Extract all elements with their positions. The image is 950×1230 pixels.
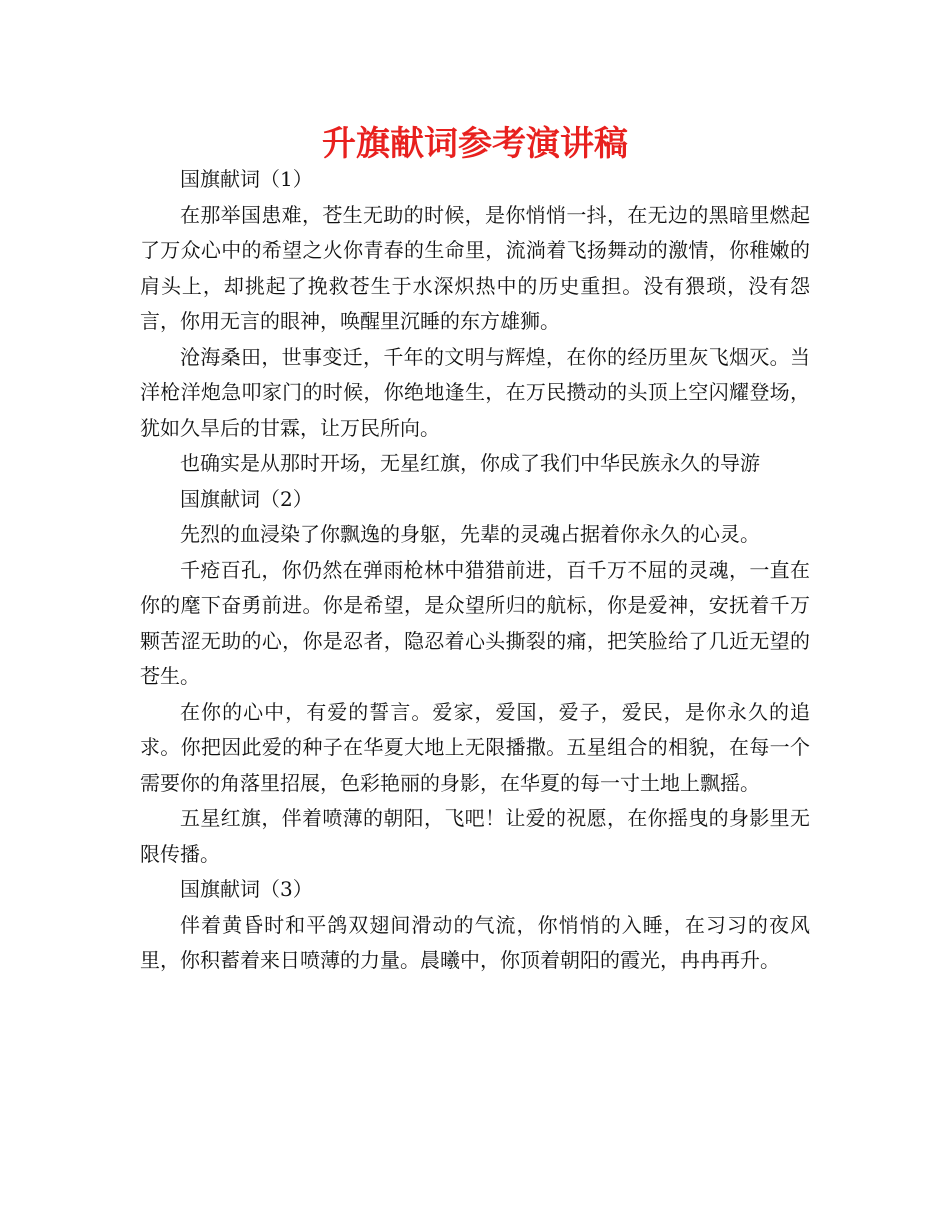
paragraph: 千疮百孔，你仍然在弹雨枪林中猎猎前进，百千万不屈的灵魂，一直在你的麾下奋勇前进。你是希望，是众望所归的航标，你是爱神，安抚着千万颗苦涩无助的心，你是忍者，隐忍着心头撕裂的痛，把笑脸给了几近无望的苍生。: [140, 557, 810, 688]
section-heading: 国旗献词（2）: [180, 486, 313, 511]
paragraph: 五星红旗，伴着喷薄的朝阳，飞吧！让爱的祝愿，在你摇曳的身影里无限传播。: [140, 806, 810, 866]
document-body: [140, 162, 810, 979]
paragraph: 沧海桑田，世事变迁，千年的文明与辉煌，在你的经历里灰飞烟灭。当洋枪洋炮急叩家门的时候，你绝地逢生，在万民攒动的头顶上空闪耀登场，犹如久旱后的甘霖，让万民所向。: [140, 344, 810, 440]
paragraph: 在你的心中，有爱的誓言。爱家，爱国，爱子，爱民，是你永久的追求。你把因此爱的种子在华夏大地上无限播撒。五星组合的相貌，在每一个需要你的角落里招展，色彩艳丽的身影，在华夏的每一寸土地上飘摇。: [140, 699, 810, 795]
paragraph: 也确实是从那时开场，无星红旗，你成了我们中华民族永久的导游: [180, 451, 760, 475]
section-heading: 国旗献词（3）: [180, 877, 313, 901]
section-heading: 国旗献词（1）: [180, 167, 313, 191]
paragraph: 先烈的血浸染了你飘逸的身躯，先辈的灵魂占据着你永久的心灵。: [180, 522, 760, 546]
paragraph: 在那举国患难，苍生无助的时候，是你悄悄一抖，在无边的黑暗里燃起了万众心中的希望之火你青春的生命里，流淌着飞扬舞动的激情，你稚嫩的肩头上，却挑起了挽救苍生于水深炽热中的历史重担。没有猥琐，没有怨言，你用无言的眼神，唤醒里沉睡的东方雄狮。: [140, 202, 810, 333]
page-title: 升旗献词参考演讲稿: [322, 124, 628, 164]
paragraph: 伴着黄昏时和平鸽双翅间滑动的气流，你悄悄的入睡，在习习的夜风里，你积蓄着来日喷薄的力量。晨曦中，你顶着朝阳的霞光，冉冉再升。: [140, 912, 810, 972]
